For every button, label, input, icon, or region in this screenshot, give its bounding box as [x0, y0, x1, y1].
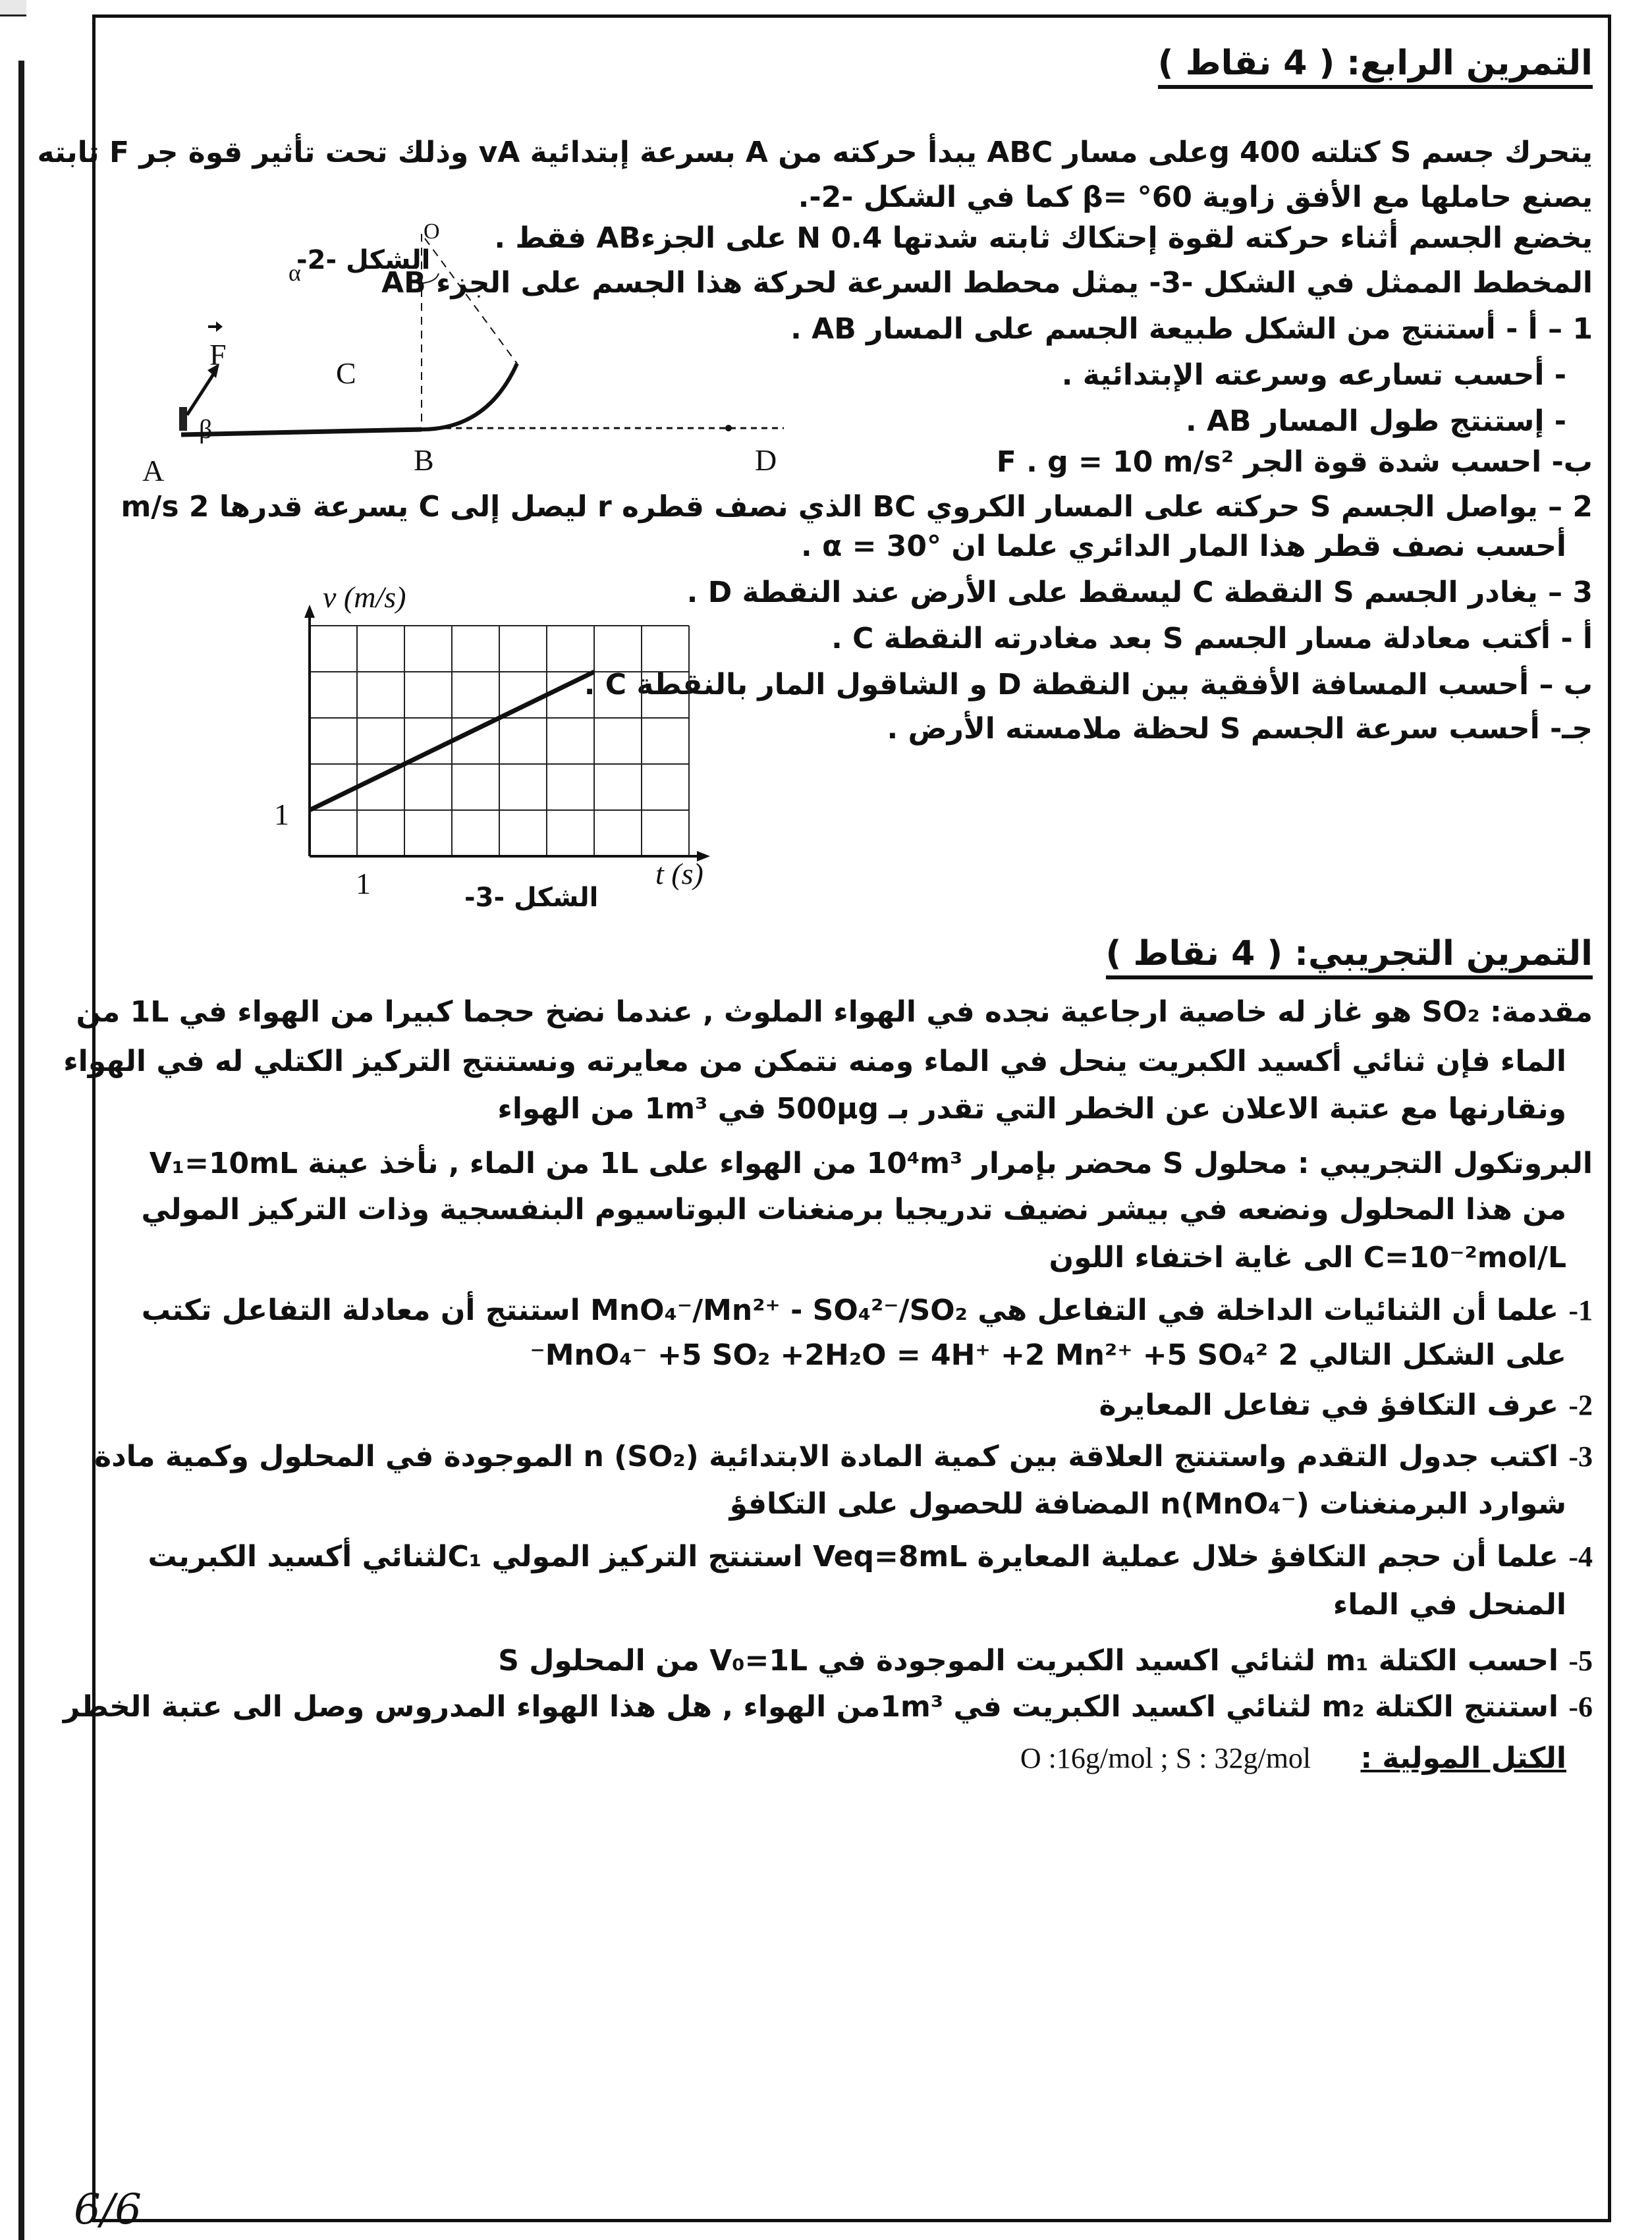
- scan-artifact-top: [0, 0, 26, 16]
- question-number: 3-: [1568, 1440, 1593, 1473]
- protocol-line: C=10⁻²mol/L الى غاية اختفاء اللون: [1049, 1241, 1566, 1274]
- chart-grid: [310, 626, 689, 856]
- chart-axes: [304, 605, 710, 861]
- radius-oc-dashed: [425, 238, 517, 364]
- track-ab: [181, 429, 422, 435]
- exercise4-question: أحسب نصف قطر هذا المار الدائري علما ان α = 30° .: [801, 530, 1566, 563]
- angle-alpha-label: α: [289, 260, 301, 286]
- exercise4-question: جـ- أحسب سرعة الجسم S لحظة ملامسته الأرض .: [887, 712, 1593, 746]
- question-number: 4-: [1568, 1541, 1593, 1573]
- exercise4-question: 2 – يواصل الجسم S حركته على المسار الكروي BC الذي نصف قطره r ليصل إلى C يسرعة قدرها 2 m/s: [121, 490, 1593, 524]
- experimental-question-6: [63, 1690, 1593, 1724]
- experimental-question-5: [498, 1644, 1593, 1678]
- molar-masses-value: O :16g/mol ; S : 32g/mol: [1020, 1742, 1311, 1774]
- question-text: عرف التكافؤ في تفاعل المعايرة: [1099, 1388, 1559, 1422]
- experimental-intro-line: ونقارنها مع عتبة الاعلان عن الخطر التي تقدر بـ 500µg في 1m³ من الهواء: [497, 1092, 1566, 1126]
- force-f-arrow: [187, 370, 216, 415]
- y-axis-label: v (m/s): [323, 580, 406, 614]
- figure2-caption: الشكل -2-: [296, 245, 431, 275]
- exercise4-question: ب – أحسب المسافة الأفقية بين النقطة D و الشاقول المار بالنقطة C .: [584, 668, 1593, 701]
- point-c-label: C: [336, 356, 356, 390]
- point-d-marker: [725, 425, 732, 431]
- experimental-question-3: [94, 1442, 1593, 1471]
- figure2-diagram: [132, 198, 856, 487]
- angle-beta-label: β: [199, 414, 213, 444]
- molar-masses-label: الكتل المولية :: [1360, 1741, 1566, 1775]
- x-tick-label: 1: [356, 867, 371, 900]
- question-text: علما أن الثنائيات الداخلة في التفاعل هي MnO₄⁻/Mn²⁺ - SO₄²⁻/SO₂ استنتج أن معادلة التفاعل تكتب: [141, 1294, 1559, 1327]
- protocol-line: البروتكول التجريبي : محلول S محضر بإمرار 10⁴m³ من الهواء على 1L من الماء , نأخذ عينة V₁=10mL: [149, 1147, 1593, 1180]
- experimental-intro-line: مقدمة: SO₂ هو غاز له خاصية ارجاعية نجده في الهواء الملوث , عندما نضخ حجما كبيرا من الهواء في 1L من: [76, 995, 1593, 1029]
- experimental-intro-line: الماء فإن ثنائي أكسيد الكبريت ينحل في الماء ومنه نتمكن من معايرته ونستنتج التركيز الكتلي له في الهواء: [63, 1045, 1566, 1078]
- experimental-question-1-cont: على الشكل التالي 2 MnO₄⁻ +5 SO₂ +2H₂O = 4H⁺ +2 Mn²⁺ +5 SO₄²⁻: [530, 1338, 1566, 1372]
- y-tick-label: 1: [274, 798, 289, 831]
- question-number: 1-: [1568, 1294, 1593, 1326]
- exercise4-intro-line: يخضع الجسم أثناء حركته لقوة إحتكاك ثابته شدتها 0.4 N على الجزءAB فقط .: [494, 221, 1593, 255]
- body-s: [179, 407, 187, 431]
- question-number: 6-: [1568, 1691, 1593, 1723]
- page-number: 6/6: [74, 2185, 142, 2234]
- point-o-label: O: [424, 219, 440, 244]
- figure3-chart: [296, 606, 665, 883]
- exercise4-question: - إستنتج طول المسار AB .: [1185, 404, 1566, 438]
- point-b-label: B: [414, 443, 434, 477]
- experimental-question-2: [1099, 1388, 1593, 1422]
- question-text: اكتب جدول التقدم واستنتج العلاقة بين كمية المادة الابتدائية n (SO₂) الموجودة في المحلول وكمية مادة: [94, 1440, 1559, 1473]
- protocol-line: من هذا المحلول ونضعه في بيشر نضيف تدريجيا برمنغنات البوتاسيوم البنفسجية وذات التركيز المولي: [141, 1193, 1566, 1226]
- question-number: 5-: [1568, 1645, 1593, 1677]
- experimental-question-4-cont: المنحل في الماء: [1333, 1588, 1566, 1622]
- exercise4-question: - أحسب تسارعه وسرعته الإبتدائية .: [1061, 358, 1566, 392]
- track-bc-arc: [422, 364, 517, 429]
- exercise4-title: التمرين الرابع: ( 4 نقاط ): [1158, 45, 1593, 89]
- scan-artifact-edge: [18, 61, 24, 2240]
- experimental-question-1: [142, 1296, 1593, 1325]
- exercise4-question: ب- احسب شدة قوة الجر F . g = 10 m/s²: [996, 445, 1593, 479]
- exercise4-intro-line: المخطط الممثل في الشكل -3- يمثل محطط السرعة لحركة هذا الجسم على الجزء AB: [381, 266, 1593, 300]
- molar-masses: [1020, 1741, 1566, 1775]
- exercise4-question: أ - أكتب معادلة مسار الجسم S بعد مغادرته النقطة C .: [831, 622, 1593, 655]
- exercise4-question: 3 – يغادر الجسم S النقطة C ليسقط على الأرض عند النقطة D .: [686, 576, 1593, 609]
- x-axis-label: t (s): [655, 857, 703, 890]
- exercise4-question: 1 – أ - أستنتج من الشكل طبيعة الجسم على المسار AB .: [790, 312, 1593, 346]
- question-number: 2-: [1568, 1389, 1593, 1421]
- force-f-label: F: [209, 338, 227, 371]
- question-text: استنتج الكتلة m₂ لثنائي اكسيد الكبريت في 1m³من الهواء , هل هذا الهواء المدروس وصل الى عتبة الخطر: [63, 1690, 1559, 1724]
- exercise4-intro-line: يصنع حاملها مع الأفق زاوية 60° =β كما في الشكل -2-.: [798, 180, 1593, 214]
- alpha-arc: [422, 273, 439, 283]
- point-d-label: D: [755, 443, 777, 477]
- exercise4-intro-line: يتحرك جسم S كتلته g 400على مسار ABC يبدأ حركته من A بسرعة إبتدائية vA وذلك تحت تأثير قوة جر F ثابته: [37, 136, 1593, 169]
- point-a-label: A: [142, 454, 165, 487]
- y-axis-arrowhead: [304, 605, 315, 618]
- force-f-vector-head: [216, 321, 223, 332]
- experimental-question-3-cont: شوارد البرمنغنات n(MnO₄⁻) المضافة للحصول على التكافؤ: [729, 1487, 1566, 1521]
- experimental-question-4: [148, 1540, 1593, 1573]
- question-text: علما أن حجم التكافؤ خلال عملية المعايرة Veq=8mL استنتج التركيز المولي C₁لثنائي أكسيد الكبريت: [148, 1540, 1559, 1573]
- question-text: احسب الكتلة m₁ لثنائي اكسيد الكبريت الموجودة في V₀=1L من المحلول S: [498, 1644, 1559, 1678]
- experimental-title: التمرين التجريبي: ( 4 نقاط ): [1106, 935, 1593, 979]
- figure3-caption: الشكل -3-: [464, 883, 599, 913]
